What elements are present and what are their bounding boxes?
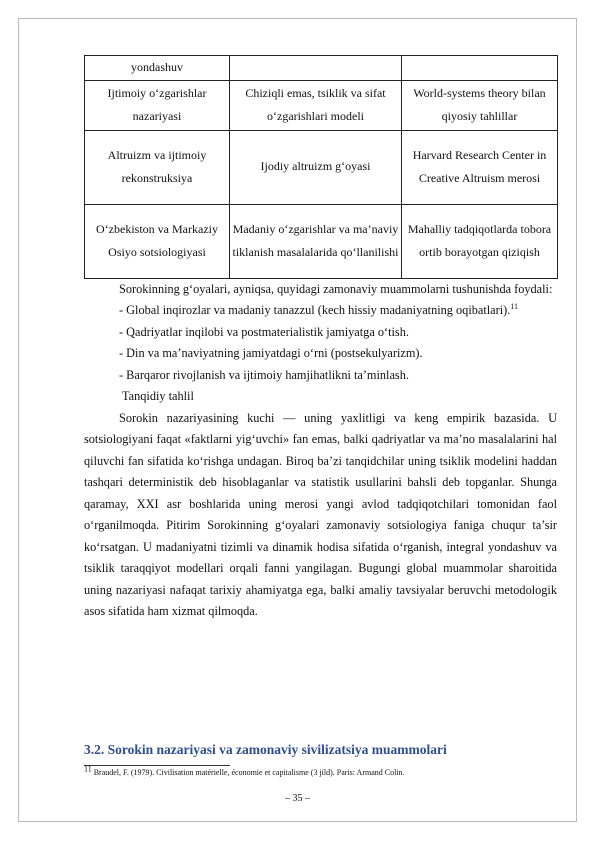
comparison-table <box>84 55 558 279</box>
table-row <box>85 56 558 81</box>
table-cell: O‘zbekiston va Markaziy Osiyo sotsiologiyasi <box>85 204 230 278</box>
table-cell: Ijodiy altruizm g‘oyasi <box>230 130 402 204</box>
bullet-item <box>84 300 557 322</box>
table-cell: Harvard Research Center in Creative Altruism merosi <box>402 130 558 204</box>
table-row <box>85 80 558 130</box>
table-row <box>85 204 558 278</box>
intro-paragraph: Sorokinning g‘oyalari, ayniqsa, quyidagi zamonaviy muammolarni tushunishda foydali: <box>119 281 553 296</box>
footnote-number: 11 <box>84 764 92 774</box>
footnote-ref: 11 <box>510 301 519 311</box>
table-cell: Madaniy o‘zgarishlar va ma’naviy tiklanish masalalarida qo‘llanilishi <box>230 204 402 278</box>
table-row <box>85 130 558 204</box>
table-cell <box>230 56 402 81</box>
footnote-divider <box>84 765 230 766</box>
bullet-item: - Barqaror rivojlanish va ijtimoiy hamjihatlikni ta’minlash. <box>119 367 409 382</box>
section-heading: 3.2. Sorokin nazariyasi va zamonaviy sivilizatsiya muammolari <box>84 742 447 757</box>
bullet-item: - Din va ma’naviyatning jamiyatdagi o‘rni (postsekulyarizm). <box>119 346 423 360</box>
table-cell: Chiziqli emas, tsiklik va sifat o‘zgarishlari modeli <box>230 80 402 130</box>
subheading: Tanqidiy tahlil <box>122 389 194 403</box>
body-paragraph: Sorokin nazariyasining kuchi — uning yaxlitligi va keng empirik bazasida. U sotsiologiyani faqat «faktlarni yig‘uvchi» fan emas, balki qadriyatlar va ma’no masalalarini hal qiluvchi fan sifatida ko‘rishga undagan. Biroq ba’zi tanqidchilar uning tsiklik modelini haddan tashqari deterministik deb hisoblaganlar va statistik usullarini bahsli deb topganlar. Shunga qaramay, XXI asr boshlarida uning merosi yangi avlod tadqiqotchilari tomonidan faol o‘rganilmoqda. Pitirim Sorokinning g‘oyalari zamonaviy sotsiologiya faniga chuqur ta’sir ko‘rsatgan. U madaniyatni tizimli va dinamik hodisa sifatida o‘rganish, integral yondashuv va tsiklik taraqqiyot modellari orqali fanni yangilagan. Bugungi global muammolar sharoitida uning nazariyasi nafaqat tarixiy ahamiyatga ega, balki amaliy tavsiyalar beruvchi metodologik asos sifatida ham xizmat qilmoqda. <box>84 410 557 618</box>
bullet-text: - Global inqirozlar va madaniy tanazzul (kech hissiy madaniyatning oqibatlari). <box>119 303 511 317</box>
bullet-item: - Qadriyatlar inqilobi va postmaterialistik jamiyatga o‘tish. <box>119 324 409 339</box>
table-cell <box>402 56 558 81</box>
table-cell: World-systems theory bilan qiyosiy tahlillar <box>402 80 558 130</box>
footnote <box>84 764 405 777</box>
page-number: – 35 – <box>285 793 310 804</box>
page-content <box>84 55 557 623</box>
footnote-text: Braudel, F. (1979). Civilisation matérielle, économie et capitalisme (3 jild). Paris: Armand Colin. <box>91 768 405 777</box>
table-cell: Mahalliy tadqiqotlarda tobora ortib borayotgan qiziqish <box>402 204 558 278</box>
table-cell: Altruizm va ijtimoiy rekonstruksiya <box>85 130 230 204</box>
table-cell: Ijtimoiy o‘zgarishlar nazariyasi <box>85 80 230 130</box>
table-cell: yondashuv <box>85 56 230 81</box>
